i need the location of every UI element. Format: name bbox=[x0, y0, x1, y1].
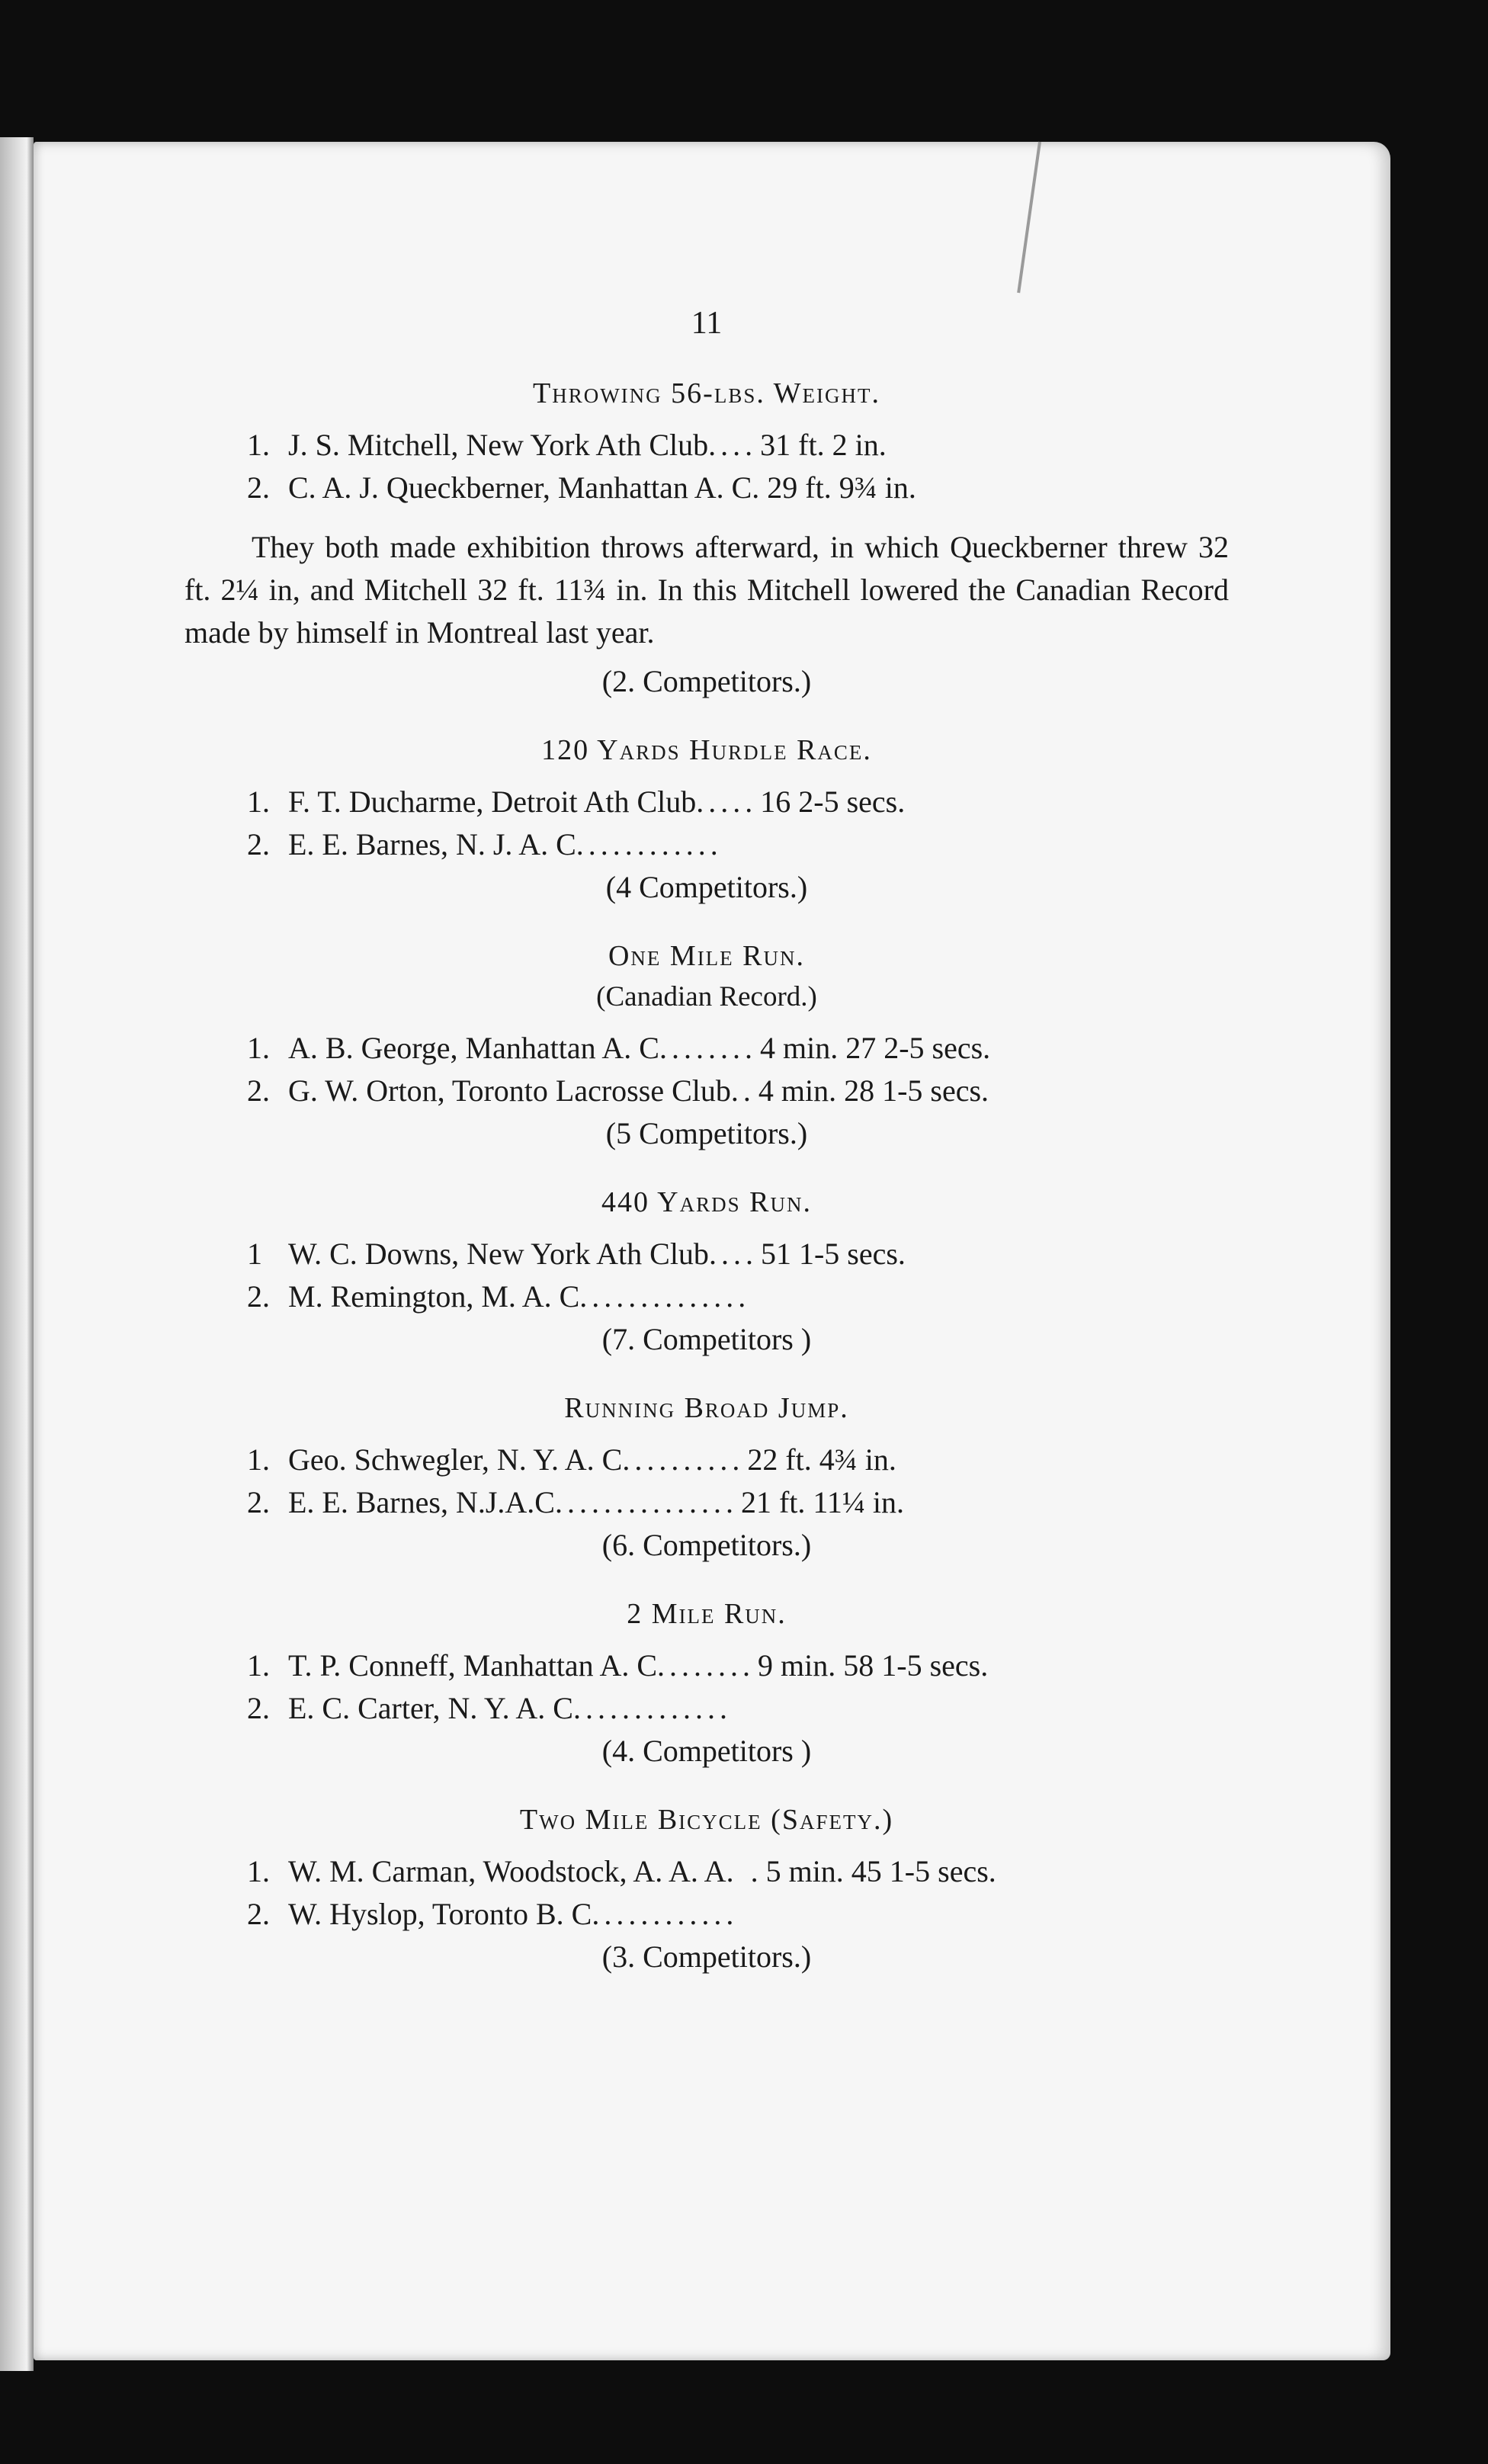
page-number: 11 bbox=[691, 306, 723, 341]
dot-leaders: ............ bbox=[592, 1897, 739, 1931]
athlete: W. Hyslop, Toronto B. C bbox=[288, 1897, 592, 1931]
dot-leaders: ............ bbox=[576, 827, 723, 861]
result-mark: 51 1-5 secs. bbox=[760, 1237, 906, 1271]
result-mark: 29 ft. 9¾ in. bbox=[767, 470, 916, 505]
result-row bbox=[184, 823, 1229, 866]
result-mark: 22 ft. 4¾ in. bbox=[747, 1442, 896, 1477]
competitors-count: (2. Competitors.) bbox=[601, 664, 812, 698]
event-title: One Mile Run. bbox=[608, 940, 806, 972]
place: 2. bbox=[247, 470, 270, 505]
result-row bbox=[184, 1644, 1229, 1687]
place: 1. bbox=[247, 1854, 270, 1888]
result-row bbox=[184, 1233, 1229, 1275]
result-mark: 9 min. 58 1-5 secs. bbox=[758, 1648, 989, 1683]
result-row bbox=[184, 1687, 1229, 1730]
dot-leaders: . . bbox=[726, 1854, 763, 1888]
result-mark: 4 min. 27 2-5 secs. bbox=[759, 1031, 991, 1065]
event-56lb-weight bbox=[184, 377, 1229, 703]
event-120-yards-hurdle bbox=[184, 733, 1229, 909]
result-row bbox=[184, 781, 1229, 823]
dot-leaders: .... bbox=[708, 428, 758, 462]
athlete: E. E. Barnes, N. J. A. C bbox=[288, 827, 576, 861]
place: 2. bbox=[247, 1485, 270, 1519]
place: 1 bbox=[247, 1237, 262, 1271]
result-row bbox=[184, 1481, 1229, 1524]
dot-leaders: .............. bbox=[579, 1279, 751, 1314]
competitors-count: (6. Competitors.) bbox=[601, 1528, 812, 1562]
place: 1. bbox=[247, 1442, 270, 1477]
result-row bbox=[184, 1893, 1229, 1936]
event-title: Running Broad Jump. bbox=[564, 1392, 849, 1424]
result-row bbox=[184, 424, 1229, 467]
event-title: 120 Yards Hurdle Race. bbox=[541, 734, 872, 766]
athlete: C. A. J. Queckberner, Manhattan A. C bbox=[288, 470, 752, 505]
place: 2. bbox=[247, 1073, 270, 1108]
place: 2. bbox=[247, 1691, 270, 1725]
place: 1. bbox=[247, 784, 270, 819]
left-page-edge bbox=[0, 137, 34, 2371]
dot-leaders: ............. bbox=[572, 1691, 732, 1725]
result-row bbox=[184, 1070, 1229, 1112]
result-row bbox=[184, 1439, 1229, 1481]
athlete: Geo. Schwegler, N. Y. A. C bbox=[288, 1442, 623, 1477]
athlete: W. M. Carman, Woodstock, A. A. A bbox=[288, 1854, 726, 1888]
athlete: M. Remington, M. A. C bbox=[288, 1279, 580, 1314]
event-one-mile-run bbox=[184, 939, 1229, 1155]
competitors-count: (4. Competitors ) bbox=[601, 1734, 812, 1768]
dot-leaders: ............... bbox=[554, 1485, 738, 1519]
result-row bbox=[184, 1275, 1229, 1318]
result-row bbox=[184, 1027, 1229, 1070]
place: 1. bbox=[247, 1648, 270, 1683]
result-mark: 21 ft. 11¼ in. bbox=[740, 1485, 905, 1519]
dot-leaders: . bbox=[752, 470, 765, 505]
event-440-yards-run bbox=[184, 1185, 1229, 1361]
result-mark: 4 min. 28 1-5 secs. bbox=[758, 1073, 989, 1108]
athlete: W. C. Downs, New York Ath Club bbox=[288, 1237, 709, 1271]
page-crease bbox=[1017, 142, 1041, 294]
narrative-paragraph: They both made exhibition throws afterward, in which Queckberner threw 32 ft. 2¼ in, and Mitchell 32 ft. 11¾ in. In this Mitchell lowered the Canadian Record made by himself in Montreal last year. bbox=[184, 530, 1229, 650]
dot-leaders: ........ bbox=[659, 1031, 757, 1065]
athlete: E. E. Barnes, N.J.A.C bbox=[288, 1485, 555, 1519]
competitors-count: (3. Competitors.) bbox=[601, 1939, 812, 1974]
event-running-broad-jump bbox=[184, 1391, 1229, 1567]
place: 2. bbox=[247, 1279, 270, 1314]
event-title: 440 Yards Run. bbox=[601, 1186, 812, 1218]
event-subtitle: (Canadian Record.) bbox=[596, 981, 817, 1012]
competitors-count: (4 Competitors.) bbox=[605, 870, 808, 904]
result-mark: 31 ft. 2 in. bbox=[760, 428, 887, 462]
event-two-mile-bicycle bbox=[184, 1803, 1229, 1978]
result-mark: 5 min. 45 1-5 secs. bbox=[765, 1854, 996, 1888]
athlete: G. W. Orton, Toronto Lacrosse Club bbox=[288, 1073, 731, 1108]
page-text bbox=[184, 305, 1229, 2009]
athlete: F. T. Ducharme, Detroit Ath Club bbox=[288, 784, 697, 819]
competitors-count: (7. Competitors ) bbox=[601, 1322, 812, 1356]
result-mark: 16 2-5 secs. bbox=[760, 784, 906, 819]
result-row bbox=[184, 467, 1229, 509]
event-title: Throwing 56-lbs. Weight. bbox=[532, 377, 880, 409]
dot-leaders: ..... bbox=[696, 784, 758, 819]
result-row bbox=[184, 1850, 1229, 1893]
place: 1. bbox=[247, 428, 270, 462]
dot-leaders: .. bbox=[730, 1073, 755, 1108]
competitors-count: (5 Competitors.) bbox=[605, 1116, 808, 1150]
athlete: E. C. Carter, N. Y. A. C bbox=[288, 1691, 573, 1725]
event-2-mile-run bbox=[184, 1597, 1229, 1773]
athlete: T. P. Conneff, Manhattan A. C bbox=[288, 1648, 658, 1683]
place: 1. bbox=[247, 1031, 270, 1065]
event-title: 2 Mile Run. bbox=[627, 1598, 787, 1630]
dot-leaders: .... bbox=[708, 1237, 758, 1271]
athlete: A. B. George, Manhattan A. C bbox=[288, 1031, 659, 1065]
event-title: Two Mile Bicycle (Safety.) bbox=[519, 1804, 894, 1836]
athlete: J. S. Mitchell, New York Ath Club bbox=[288, 428, 709, 462]
dot-leaders: .......... bbox=[622, 1442, 745, 1477]
dot-leaders: ........ bbox=[657, 1648, 755, 1683]
place: 2. bbox=[247, 1897, 270, 1931]
place: 2. bbox=[247, 827, 270, 861]
